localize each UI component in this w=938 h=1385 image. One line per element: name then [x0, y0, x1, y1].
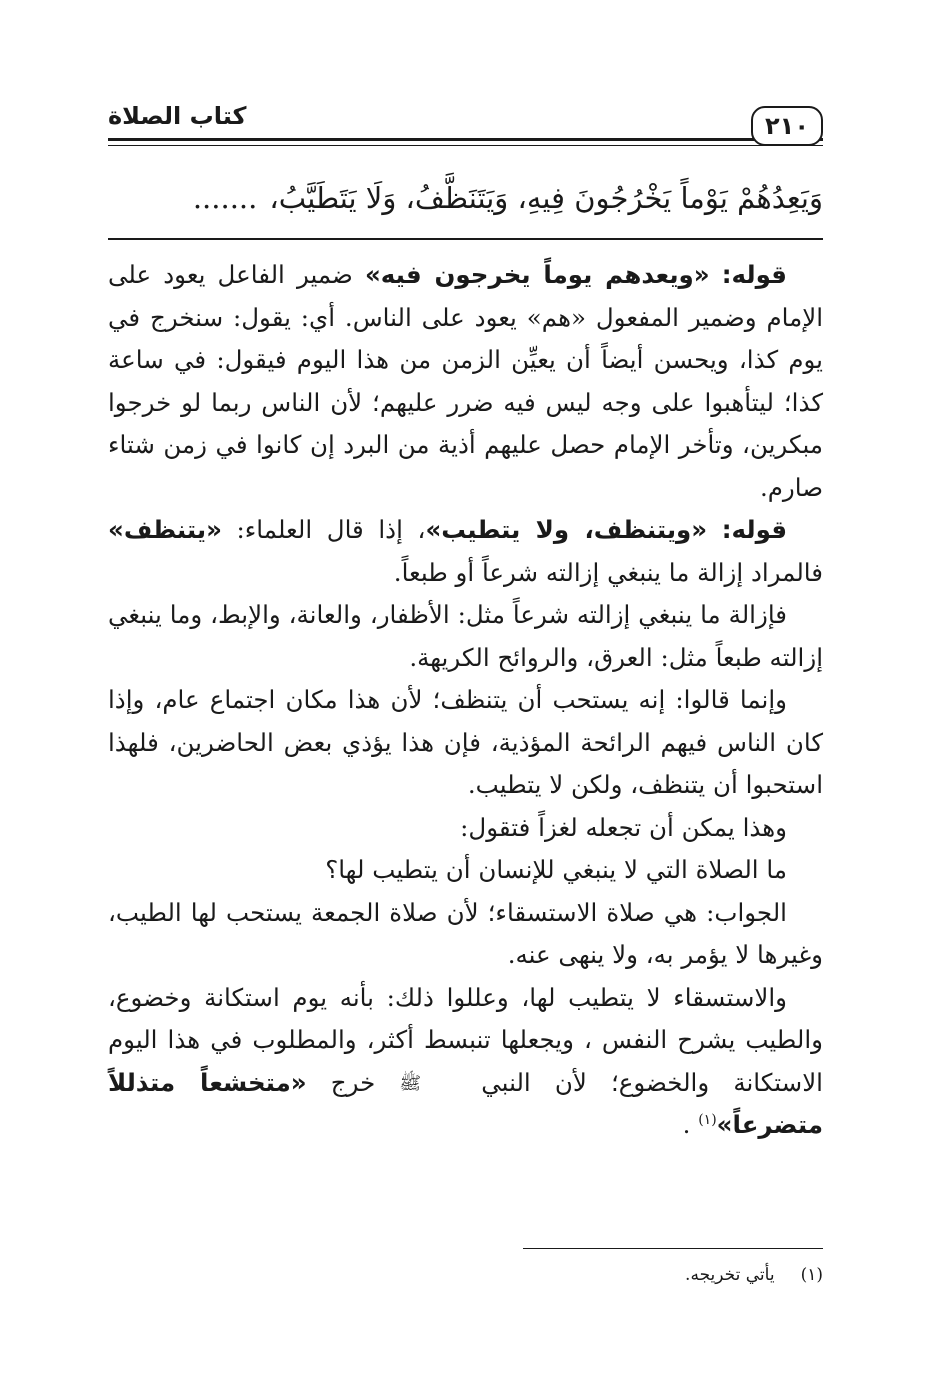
footnote-text: يأتي تخريجه. — [685, 1265, 775, 1285]
paragraph-text: ضمير الفاعل يعود على الإمام وضمير المفعول «هم» يعود على الناس. أي: يقول: سنخرج في يوم كذا، ويحسن أيضاً أن يعيِّن الزمن من هذا اليوم فيقول: في ساعة كذا؛ ليتأهبوا على وجه ليس فيه ضرر عليهم؛ لأن الناس ربما لو خرجوا مبكرين، وتأخر الإمام حصل عليهم أذية من البرد إن كانوا في زمن شتاء صارم. — [108, 260, 823, 502]
matn-dots: ....... — [192, 181, 258, 215]
matn-main: وَيَعِدُهُمْ يَوْماً يَخْرُجُونَ فِيهِ، وَيَتَنَظَّفُ، وَلَا يَتَطَيَّبُ، — [269, 181, 823, 215]
paragraph-8: والاستسقاء لا يتطيب لها، وعللوا ذلك: بأنه يوم استكانة وخضوع، والطيب يشرح النفس ، ويجعلها تنبسط أكثر، والمطلوب في هذا اليوم الاستكانة والخضوع؛ لأن النبي ﷺ خرج «متخشعاً متذللاً متضرعاً»$^{(١)}$ . — [108, 982, 823, 1139]
page-header — [108, 96, 823, 156]
quoted-term: «يتنظف» — [108, 515, 222, 544]
quoted-hadith: «متخشعاً متذللاً متضرعاً» — [108, 1067, 823, 1139]
quoted-matn: «ويعدهم يوماً يخرجون فيه» — [364, 260, 710, 289]
paragraph-2 — [108, 509, 823, 594]
footnote-number: (١) — [800, 1265, 823, 1285]
footnote-reference[interactable]: (١) — [698, 1111, 717, 1128]
footnote-divider — [523, 1248, 823, 1249]
paragraph-4: وإنما قالوا: إنه يستحب أن يتنظف؛ لأن هذا مكان اجتماع عام، وإذا كان الناس فيهم الرائحة المؤذية، فإن هذا يؤذي بعض الحاضرين، فلهذا استحبوا أن يتنظف، ولكن لا يتطيب. — [108, 685, 823, 799]
matn-text — [108, 170, 823, 226]
paragraph-text: فالمراد إزالة ما ينبغي إزالته شرعاً أو طبعاً. — [393, 557, 823, 587]
paragraph-5: وهذا يمكن أن تجعله لغزاً فتقول: — [460, 812, 787, 842]
paragraph-6: ما الصلاة التي لا ينبغي للإنسان أن يتطيب لها؟ — [325, 855, 787, 884]
quoted-matn: «ويتنظف، ولا يتطيب» — [425, 515, 708, 544]
paragraph-text: ، إذا قال العلماء: — [221, 515, 426, 544]
matn-divider — [108, 238, 823, 240]
qawluhu-label: قوله: — [721, 260, 787, 289]
qawluhu-label: قوله: — [721, 515, 788, 544]
paragraph-text: خرج — [306, 1067, 400, 1097]
header-rule-thin — [108, 145, 823, 146]
paragraph-3: فإزالة ما ينبغي إزالته شرعاً مثل: الأظفار، والعانة، والإبط، وما ينبغي إزالته طبعاً مثل: العرق، والروائح الكريهة. — [108, 600, 823, 672]
page-number: ٢١٠ — [751, 106, 823, 146]
paragraph-1 — [108, 254, 823, 509]
commentary — [108, 254, 823, 1147]
footnote — [685, 1265, 823, 1285]
header-rule-thick — [108, 138, 823, 141]
book-title: كتاب الصلاة — [108, 102, 247, 130]
paragraph-7: الجواب: هي صلاة الاستسقاء؛ لأن صلاة الجمعة يستحب لها الطيب، وغيرها لا يؤمر به، ولا ينهى عنه. — [108, 897, 823, 969]
paragraph-text: والاستسقاء لا يتطيب لها، وعللوا ذلك: بأنه يوم استكانة وخضوع، والطيب يشرح النفس ، ويجعلها تنبسط أكثر، والمطلوب في هذا اليوم الاستكانة والخضوع؛ لأن النبي — [108, 982, 823, 1097]
paragraph-end: . — [682, 1110, 699, 1139]
